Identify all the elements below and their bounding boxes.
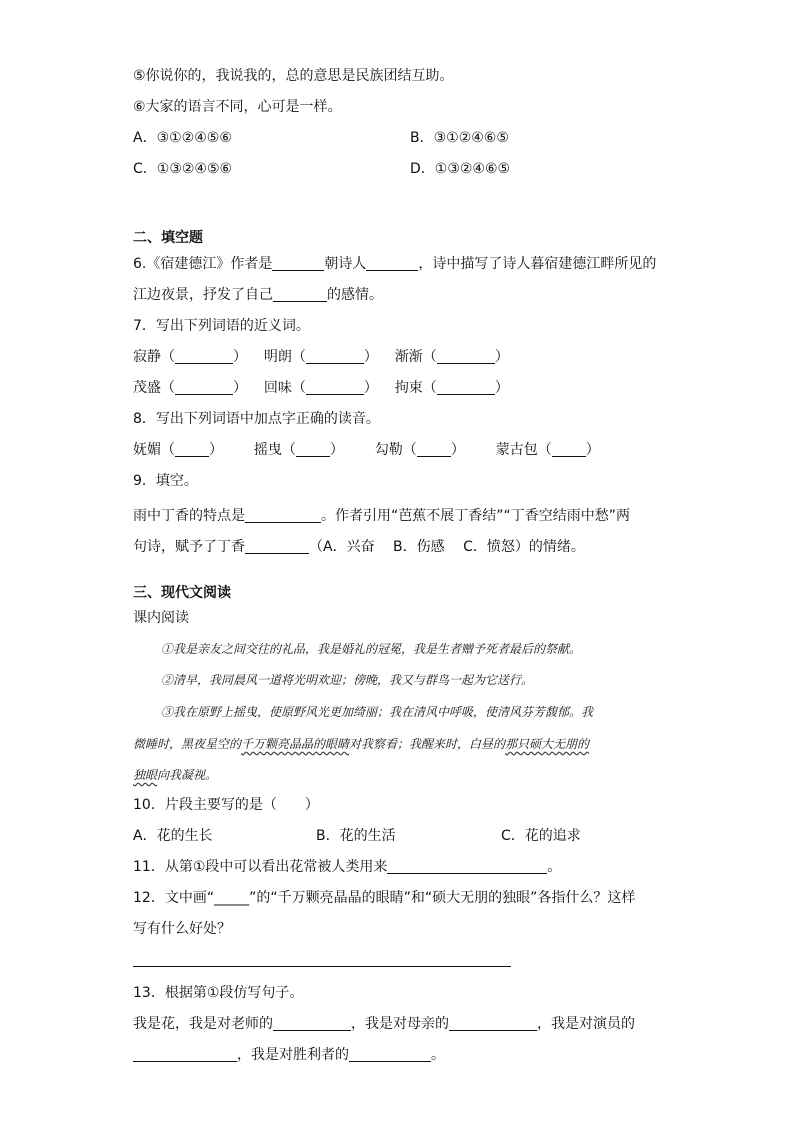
- wavy-underlined-phrase: 那只硕大无朋的: [505, 737, 590, 751]
- q7-row-2: [133, 378, 509, 398]
- q7-row-1: [133, 347, 509, 367]
- q11-line: [133, 857, 561, 877]
- q8-word-3: 勾勒（: [374, 442, 417, 458]
- q9-blank-feature[interactable]: [245, 508, 321, 523]
- q13-text-3: ，我是对演员的: [537, 1016, 635, 1032]
- q7-word-5: 回味（: [263, 380, 306, 396]
- q7-blank-4[interactable]: [175, 380, 233, 395]
- q10-stem: 10．片段主要写的是（ ）: [133, 797, 319, 813]
- q5-option-c: C．①③②④⑤⑥: [133, 161, 233, 177]
- passage-para-1: ①我是亲友之间交往的礼品，我是婚礼的冠冕，我是生者赠予死者最后的祭献。: [161, 642, 582, 656]
- q7-word-2: 明朗（: [263, 349, 306, 365]
- q6-blank-dynasty[interactable]: [272, 256, 324, 271]
- q6-text-1: 6.《宿建德江》作者是: [133, 256, 273, 272]
- q12-line-2: 写有什么好处？: [133, 921, 231, 937]
- q7-blank-5[interactable]: [306, 380, 364, 395]
- q8-blank-4[interactable]: [552, 442, 586, 457]
- q7-blank-1[interactable]: [175, 349, 233, 364]
- wavy-underlined-phrase: 千万颗亮晶晶的眼睛: [241, 737, 350, 751]
- q13-text-2: ，我是对母亲的: [351, 1016, 449, 1032]
- q11-text-2: 。: [547, 859, 562, 875]
- q7-paren-close: ）: [494, 380, 509, 396]
- q6-line-2: [133, 285, 383, 305]
- q8-paren-close: ）: [450, 442, 465, 458]
- q5-item-6: ⑥大家的语言不同，心可是一样。: [133, 99, 342, 115]
- q13-blank-4[interactable]: [349, 1047, 431, 1062]
- q12-line-1: 12．文中画“_____”的“千万颗亮晶晶的眼睛”和“硕大无朋的独眼”各指什么？这样: [133, 890, 636, 906]
- q6-text-4: 江边夜景，抒发了自己: [133, 287, 273, 303]
- q8-word-4: 蒙古包（: [495, 442, 552, 458]
- q13-text-1: 我是花，我是对老师的: [133, 1016, 273, 1032]
- q9-line-2: [133, 537, 585, 557]
- q9-text-3: 句诗，赋予了丁香: [133, 539, 245, 555]
- q10-option-a: A．花的生长: [133, 828, 213, 844]
- q9-text-1: 雨中丁香的特点是: [133, 508, 245, 524]
- section-3-subtitle: 课内阅读: [133, 610, 189, 626]
- q6-line-1: [133, 254, 656, 274]
- q9-text-4: （A．兴奋 B．伤感 C．愤怒）的情绪。: [309, 539, 585, 555]
- q9-text-2: 。作者引用“芭蕉不展丁香结”“丁香空结雨中愁”两: [321, 508, 631, 524]
- q6-blank-feeling[interactable]: [273, 287, 327, 302]
- q10-option-b: B．花的生活: [316, 828, 396, 844]
- q5-option-b: B．③①②④⑥⑤: [410, 130, 509, 146]
- passage-para-2: ②清早，我同晨风一道将光明欢迎；傍晚，我又与群鸟一起为它送行。: [161, 673, 534, 687]
- passage-text: 向我凝视。: [157, 768, 218, 782]
- q8-paren-close: ）: [585, 442, 600, 458]
- q9-blank-emotion[interactable]: [245, 539, 309, 554]
- q7-blank-6[interactable]: [437, 380, 495, 395]
- q13-blank-3[interactable]: [133, 1047, 237, 1062]
- q10-option-c: C．花的追求: [501, 828, 581, 844]
- q7-word-1: 寂静（: [133, 349, 175, 365]
- q8-word-2: 摇曳（: [253, 442, 296, 458]
- q8-word-1: 妩媚（: [133, 442, 175, 458]
- q8-blank-3[interactable]: [417, 442, 451, 457]
- q7-paren-close: ）: [363, 380, 378, 396]
- q7-paren-close: ）: [233, 349, 247, 365]
- q7-paren-close: ）: [233, 380, 247, 396]
- q9-line-1: [133, 506, 630, 526]
- section-2-title: 二、填空题: [133, 230, 203, 246]
- q7-word-6: 拘束（: [394, 380, 437, 396]
- q6-text-2: 朝诗人: [324, 256, 367, 272]
- passage-text: 对我察看；我醒来时，白昼的: [349, 737, 506, 751]
- q5-item-5: ⑤你说你的，我说我的，总的意思是民族团结互助。: [133, 68, 454, 84]
- q7-blank-2[interactable]: [306, 349, 364, 364]
- q5-option-d: D．①③②④⑥⑤: [410, 161, 511, 177]
- q9-stem: 9．填空。: [133, 473, 198, 489]
- q13-text-4: ，我是对胜利者的: [237, 1047, 349, 1063]
- q13-text-5: 。: [431, 1047, 445, 1063]
- q7-paren-close: ）: [494, 349, 509, 365]
- q7-word-4: 茂盛（: [133, 380, 175, 396]
- q6-text-3: ，诗中描写了诗人暮宿建德江畔所见的: [418, 256, 657, 272]
- passage-para-3a: ③我在原野上摇曳，使原野风光更加绮丽；我在清风中呼吸，使清风芬芳馥郁。我: [161, 705, 594, 719]
- q5-option-a: A．③①②④⑤⑥: [133, 130, 232, 146]
- q11-blank[interactable]: [387, 859, 547, 874]
- passage-para-3b: [133, 734, 589, 754]
- q8-blank-2[interactable]: [296, 442, 330, 457]
- q13-blank-1[interactable]: [273, 1016, 351, 1031]
- q7-blank-3[interactable]: [437, 349, 495, 364]
- passage-para-3c: [133, 765, 217, 785]
- section-3-title: 三、现代文阅读: [133, 585, 231, 601]
- q13-blank-2[interactable]: [449, 1016, 537, 1031]
- passage-text: 微睡时，黑夜星空的: [133, 737, 242, 751]
- q7-paren-close: ）: [363, 349, 378, 365]
- q11-text-1: 11．从第①段中可以看出花常被人类用来: [133, 859, 388, 875]
- q8-paren-close: ）: [209, 442, 223, 458]
- q6-text-5: 的感情。: [327, 287, 383, 303]
- q13-line-2: [133, 1045, 445, 1065]
- q12-answer-line[interactable]: [133, 966, 511, 967]
- wavy-underlined-phrase: 独眼: [133, 768, 158, 782]
- q7-stem: 7．写出下列词语的近义词。: [133, 318, 310, 334]
- q8-paren-close: ）: [329, 442, 344, 458]
- q8-blank-1[interactable]: [175, 442, 209, 457]
- q13-line-1: [133, 1014, 635, 1034]
- q6-blank-poet[interactable]: [366, 256, 418, 271]
- q8-stem: 8．写出下列词语中加点字正确的读音。: [133, 411, 380, 427]
- q8-row: [133, 440, 600, 460]
- q7-word-3: 渐渐（: [394, 349, 437, 365]
- q13-stem: 13．根据第①段仿写句子。: [133, 985, 304, 1001]
